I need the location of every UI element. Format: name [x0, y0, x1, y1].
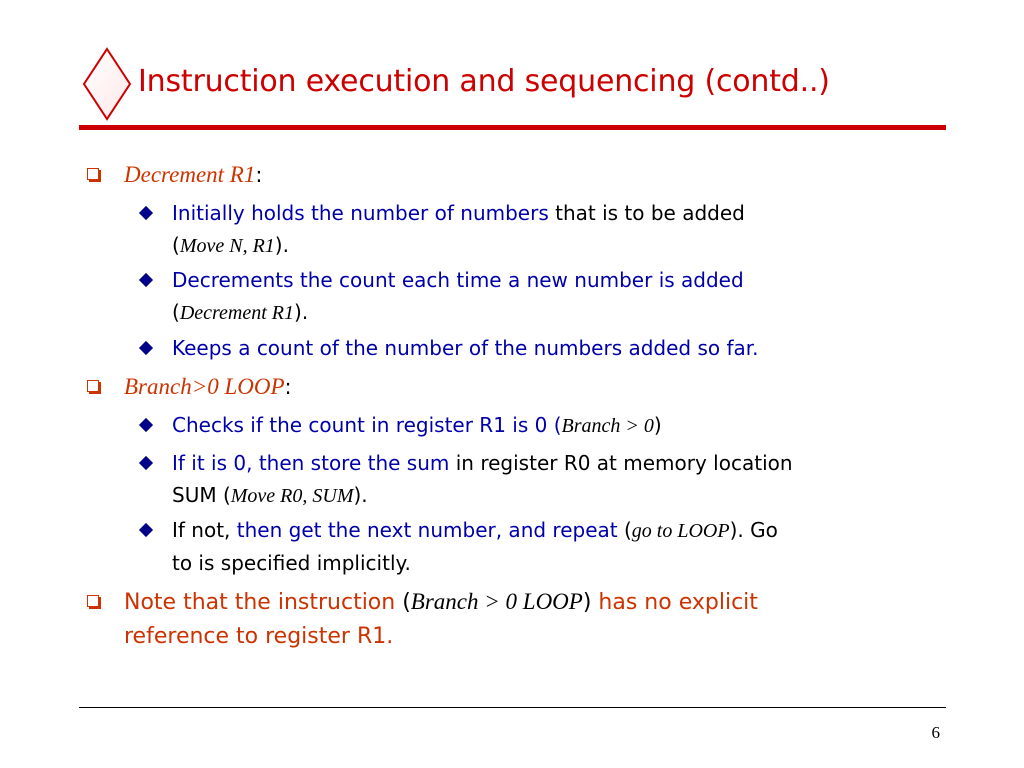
paren: ).: [294, 300, 309, 324]
diamond-bullet-icon: [139, 456, 153, 470]
sub-text: that is to be added: [548, 201, 745, 225]
sub-text: then get the next number, and repeat: [236, 518, 618, 542]
paren: (: [172, 233, 180, 257]
sub-text: ). Go: [729, 518, 778, 542]
title-divider: [79, 125, 946, 130]
paren: (: [172, 300, 180, 324]
diamond-bullet-icon: [139, 206, 153, 220]
sub-text: Initially holds the number of numbers: [172, 201, 549, 225]
sub-text: Checks if the count in register R1 is 0 (: [172, 413, 562, 437]
code-ref: Move R0, SUM: [230, 485, 354, 507]
code-ref: Branch > 0 LOOP: [410, 589, 583, 614]
paren: (: [395, 590, 411, 615]
diamond-bullet-icon: [139, 418, 153, 432]
code-ref: go to LOOP: [631, 520, 730, 542]
bullet-heading: Branch>0 LOOP: [124, 374, 285, 399]
note-text: Note that the instruction: [124, 590, 396, 615]
colon: :: [284, 375, 292, 399]
slide-title: Instruction execution and sequencing (contd..): [138, 64, 830, 99]
paren: (: [617, 518, 632, 542]
diamond-bullet-icon: [139, 273, 153, 287]
paren: ): [653, 413, 662, 437]
square-bullet-icon: [87, 380, 99, 392]
diamond-bullet-icon: [139, 523, 153, 537]
page-number: 6: [931, 723, 940, 742]
code-ref: Move N, R1: [179, 235, 275, 257]
square-bullet-icon: [87, 168, 99, 180]
diamond-bullet-icon: [139, 341, 153, 355]
note-text: reference to register R1.: [124, 624, 394, 649]
sub-text: Keeps a count of the number of the numbers added so far.: [172, 336, 759, 360]
sub-text: If not,: [172, 518, 237, 542]
paren: ).: [274, 233, 289, 257]
sub-text: SUM (: [172, 483, 231, 507]
code-ref: Decrement R1: [179, 302, 295, 324]
sub-text: in register R0 at memory location: [449, 451, 793, 475]
diamond-icon: [82, 47, 132, 121]
sub-text: If it is 0, then store the sum: [172, 451, 450, 475]
colon: :: [255, 163, 263, 187]
note-text: has no explicit: [591, 590, 758, 615]
paren: ).: [353, 483, 368, 507]
code-ref: Branch > 0: [561, 415, 654, 437]
sub-text: Decrements the count each time a new number is added: [172, 268, 744, 292]
footer-divider: [79, 707, 946, 708]
sub-text: to is specified implicitly.: [172, 551, 411, 575]
bullet-heading: Decrement R1: [124, 162, 256, 187]
paren: ): [582, 590, 592, 615]
square-bullet-icon: [87, 595, 99, 607]
